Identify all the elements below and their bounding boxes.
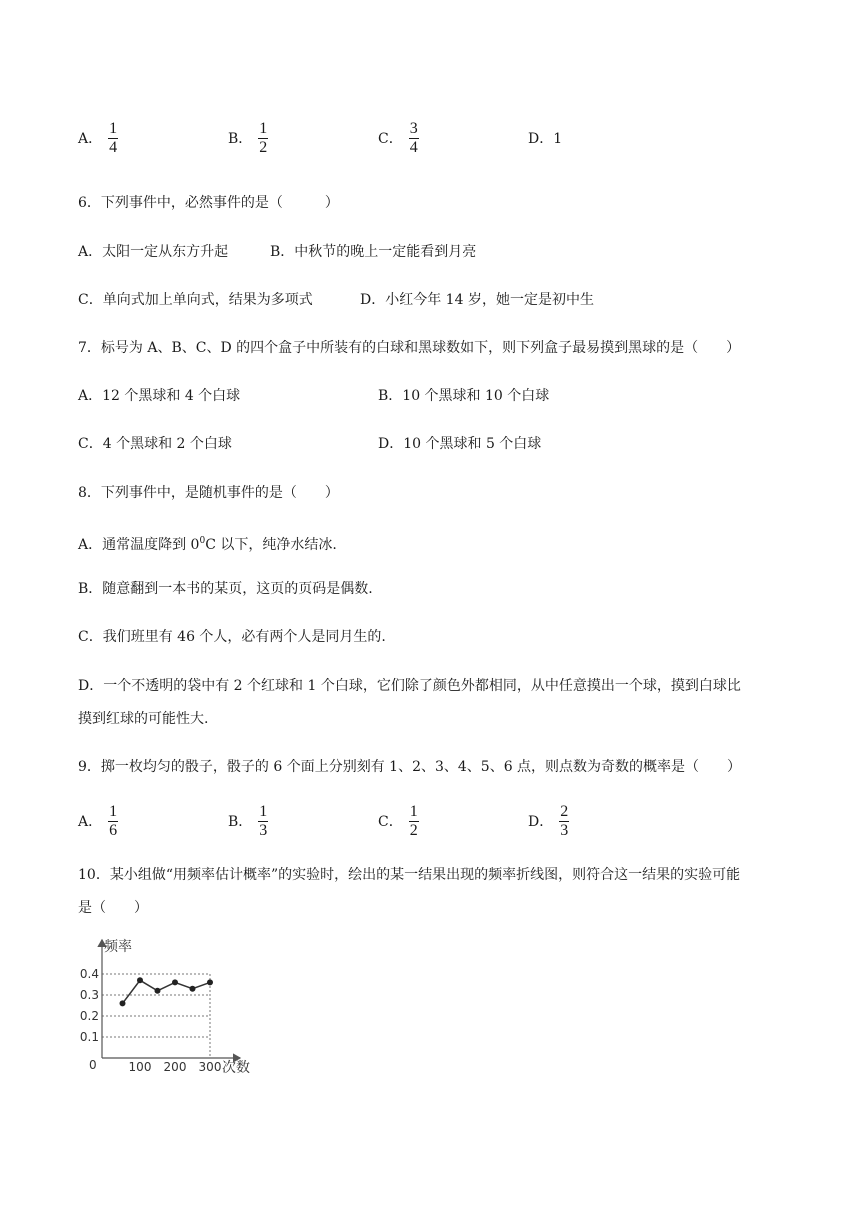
numerator: 3 bbox=[409, 120, 418, 137]
x-axis-label: 次数 bbox=[222, 1060, 250, 1076]
q8-option-a bbox=[78, 532, 337, 554]
fraction bbox=[409, 120, 419, 157]
numerator: 1 bbox=[259, 803, 268, 820]
q8-option-c: C．我们班里有 46 个人，必有两个人是同月生的. bbox=[78, 629, 386, 645]
q8-option-d-line1: D．一个不透明的袋中有 2 个红球和 1 个白球，它们除了颜色外都相同，从中任意摸出一个球，摸到白球比 bbox=[78, 678, 741, 694]
degree-superscript: 0 bbox=[199, 536, 206, 546]
numerator: 1 bbox=[109, 120, 118, 137]
q6-option-c: C．单向式加上单向式，结果为多项式 bbox=[78, 292, 313, 308]
denominator: 4 bbox=[409, 139, 418, 156]
q8-option-d-line2: 摸到红球的可能性大. bbox=[78, 711, 209, 727]
data-point bbox=[137, 977, 143, 983]
option-label: B． bbox=[228, 130, 253, 147]
y-tick-label: 0.1 bbox=[79, 1030, 99, 1044]
q6-option-b: B．中秋节的晚上一定能看到月亮 bbox=[270, 244, 477, 260]
q7-stem: 7．标号为 A、B、C、D 的四个盒子中所装有的白球和黑球数如下，则下列盒子最易摸到黑球的是（ ） bbox=[78, 340, 741, 356]
q8-option-b: B．随意翻到一本书的某页，这页的页码是偶数. bbox=[78, 581, 373, 597]
data-point bbox=[155, 988, 161, 994]
numerator: 1 bbox=[259, 120, 268, 137]
q10-stem-line1: 10．某小组做“用频率估计概率”的实验时，绘出的某一结果出现的频率折线图，则符合这一结果的实验可能 bbox=[78, 867, 741, 883]
frequency-line-chart bbox=[72, 932, 262, 1082]
q9-option-d bbox=[528, 803, 569, 840]
denominator: 4 bbox=[109, 139, 118, 156]
q8-option-a-text: A．通常温度降到 0 bbox=[78, 537, 200, 553]
q8-stem: 8．下列事件中，是随机事件的是（ ） bbox=[78, 485, 339, 501]
y-axis-label: 频率 bbox=[104, 939, 132, 955]
data-point bbox=[120, 1000, 126, 1006]
numerator: 2 bbox=[560, 803, 569, 820]
q7-option-b: B．10 个黑球和 10 个白球 bbox=[378, 388, 550, 404]
x-tick-label: 200 bbox=[163, 1060, 187, 1074]
denominator: 2 bbox=[259, 139, 268, 156]
data-point bbox=[172, 979, 178, 985]
option-label: B． bbox=[228, 813, 253, 830]
q10-stem-line2: 是（ ） bbox=[78, 900, 148, 916]
y-tick-labels bbox=[80, 967, 99, 1044]
fraction bbox=[258, 120, 268, 157]
option-label: C． bbox=[378, 130, 403, 147]
option-label: D． bbox=[528, 131, 554, 147]
numerator: 1 bbox=[109, 803, 118, 820]
y-tick-label: 0.2 bbox=[79, 1009, 99, 1023]
origin-label: 0 bbox=[89, 1058, 97, 1072]
q5-option-a bbox=[78, 120, 118, 157]
q5-option-b bbox=[228, 120, 268, 157]
fraction bbox=[409, 803, 419, 840]
data-point bbox=[190, 986, 196, 992]
q6-option-d: D．小红今年 14 岁，她一定是初中生 bbox=[360, 292, 594, 308]
fraction bbox=[108, 803, 118, 840]
q6-option-a: A．太阳一定从东方升起 bbox=[78, 244, 229, 260]
option-value: 1 bbox=[553, 131, 563, 147]
data-point bbox=[207, 979, 213, 985]
q7-option-d: D．10 个黑球和 5 个白球 bbox=[378, 436, 542, 452]
frequency-series bbox=[120, 977, 214, 1006]
denominator: 3 bbox=[560, 822, 569, 839]
q5-option-c bbox=[378, 120, 419, 157]
numerator: 1 bbox=[409, 803, 418, 820]
option-label: A． bbox=[78, 813, 103, 830]
x-tick-label: 300 bbox=[198, 1060, 222, 1074]
q9-option-b bbox=[228, 803, 268, 840]
q7-option-a: A．12 个黑球和 4 个白球 bbox=[78, 388, 241, 404]
x-tick-label: 100 bbox=[128, 1060, 152, 1074]
q9-option-a bbox=[78, 803, 118, 840]
denominator: 3 bbox=[259, 822, 268, 839]
series-line bbox=[123, 980, 211, 1003]
option-label: A． bbox=[78, 130, 103, 147]
fraction bbox=[258, 803, 268, 840]
option-label: C． bbox=[378, 813, 403, 830]
fraction bbox=[108, 120, 118, 157]
q9-stem: 9．掷一枚均匀的骰子，骰子的 6 个面上分别刻有 1、2、3、4、5、6 点，则点数为奇数的概率是（ ） bbox=[78, 759, 742, 775]
q8-option-a-tail: C 以下，纯净水结冰. bbox=[205, 537, 337, 553]
q9-option-c bbox=[378, 803, 419, 840]
option-label: D． bbox=[528, 813, 554, 830]
q5-option-d bbox=[528, 130, 562, 148]
q7-option-c: C．4 个黑球和 2 个白球 bbox=[78, 436, 232, 452]
y-tick-label: 0.3 bbox=[79, 988, 99, 1002]
x-tick-labels bbox=[129, 1060, 222, 1074]
q6-stem: 6．下列事件中，必然事件的是（ ） bbox=[78, 195, 339, 211]
fraction bbox=[559, 803, 569, 840]
y-tick-label: 0.4 bbox=[79, 967, 99, 981]
denominator: 6 bbox=[109, 822, 118, 839]
denominator: 2 bbox=[409, 822, 418, 839]
